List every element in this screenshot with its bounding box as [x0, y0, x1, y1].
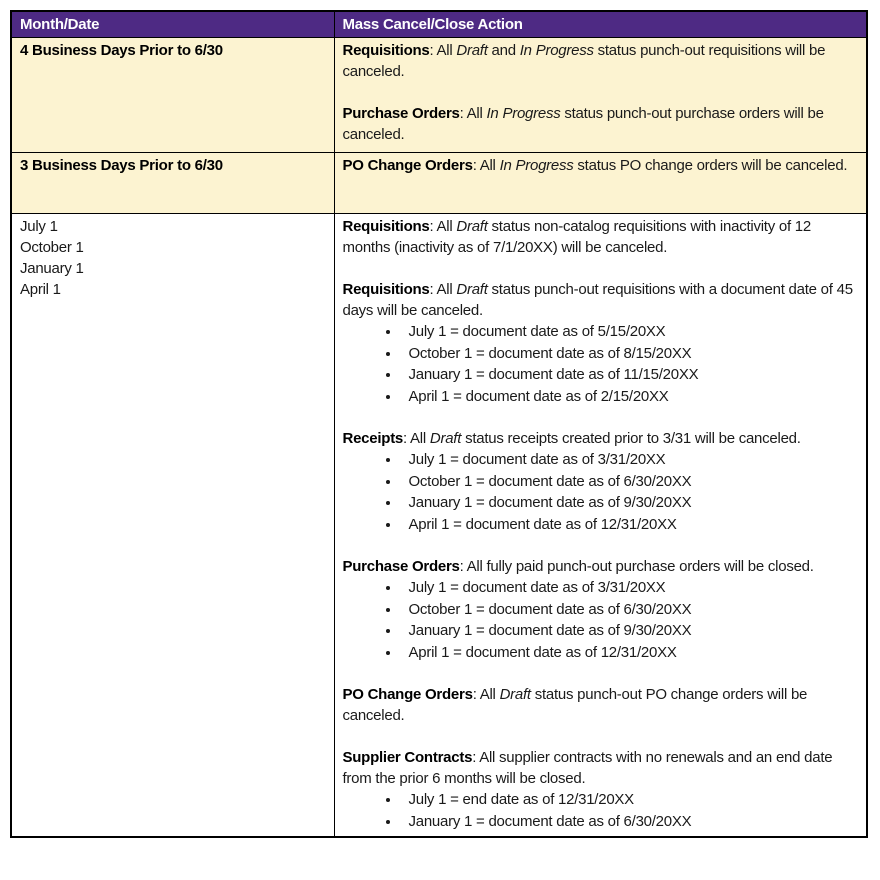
action-paragraph: [343, 216, 859, 258]
status-term: Draft: [456, 281, 488, 298]
action-paragraph: [343, 279, 859, 321]
action-text: status PO change orders will be canceled.: [573, 157, 848, 174]
action-paragraph: [343, 428, 859, 449]
bullet-item: • July 1 = document date as of 3/31/20XX: [401, 449, 859, 471]
action-text: : All supplier contracts with no renewals and an end date from the prior 6 months will be closed.: [342, 749, 833, 787]
table-row: [11, 153, 867, 214]
action-text: status punch-out purchase orders will be canceled.: [342, 105, 824, 143]
status-term: Draft: [456, 42, 488, 59]
month-date-line: July 1: [20, 218, 58, 235]
month-date-line: 4 Business Days Prior to 6/30: [20, 42, 223, 59]
action-paragraph: [343, 103, 859, 145]
bullet-item: • October 1 = document date as of 8/15/20XX: [401, 343, 859, 365]
action-block: [343, 40, 859, 82]
action-label: Supplier Contracts: [342, 749, 473, 766]
month-date-line: January 1: [20, 260, 84, 277]
header-row: [11, 11, 867, 38]
action-paragraph: [343, 40, 859, 82]
action-text: : All: [429, 42, 457, 59]
action-text: status non-catalog requisitions with inactivity of 12 months (inactivity as of 7/1/20XX) will be canceled.: [342, 218, 811, 256]
action-block: [343, 103, 859, 145]
status-term: In Progress: [486, 105, 561, 122]
action-text: : All: [429, 218, 457, 235]
action-text: : All: [459, 105, 487, 122]
action-text: status punch-out requisitions will be canceled.: [342, 42, 826, 80]
status-term: In Progress: [519, 42, 594, 59]
month-date-cell: [11, 214, 334, 838]
bullet-item: • April 1 = document date as of 2/15/20XX: [401, 386, 859, 408]
status-term: In Progress: [499, 157, 574, 174]
action-label: Requisitions: [342, 281, 430, 298]
month-date-cell: [11, 153, 334, 214]
action-cell: [334, 153, 867, 214]
bullet-item: • October 1 = document date as of 6/30/20XX: [401, 471, 859, 493]
action-text: : All: [429, 281, 457, 298]
action-label: Receipts: [342, 430, 404, 447]
bullet-list: [343, 577, 859, 663]
action-cell: [334, 214, 867, 838]
action-text: status punch-out PO change orders will be canceled.: [342, 686, 808, 724]
table-row: [11, 38, 867, 153]
action-label: Purchase Orders: [342, 558, 460, 575]
action-text: : All: [403, 430, 430, 447]
bullet-item: • January 1 = document date as of 9/30/20XX: [401, 492, 859, 514]
action-block: [343, 684, 859, 726]
table-header: [11, 11, 867, 38]
action-block: [343, 155, 859, 176]
action-label: Requisitions: [342, 218, 430, 235]
action-block: [343, 428, 859, 535]
bullet-item: • July 1 = end date as of 12/31/20XX: [401, 789, 859, 811]
action-paragraph: [343, 747, 859, 789]
bullet-list: [343, 449, 859, 535]
mass-cancel-close-table: [10, 10, 868, 838]
bullet-item: • January 1 = document date as of 6/30/20XX: [401, 811, 859, 833]
action-text: status punch-out requisitions with a document date of 45 days will be canceled.: [342, 281, 853, 319]
action-block: [343, 556, 859, 663]
mass-cancel-table-container: [10, 10, 868, 838]
action-paragraph: [343, 155, 859, 176]
action-text: : All: [472, 157, 500, 174]
action-text: status receipts created prior to 3/31 will be canceled.: [461, 430, 801, 447]
header-month-date: Month/Date: [11, 11, 334, 38]
action-text: : All fully paid punch-out purchase orders will be closed.: [459, 558, 814, 575]
table-row: [11, 214, 867, 838]
header-mass-cancel-close-action: Mass Cancel/Close Action: [334, 11, 867, 38]
bullet-item: • January 1 = document date as of 9/30/20XX: [401, 620, 859, 642]
status-term: Draft: [456, 218, 488, 235]
action-block: [343, 216, 859, 258]
table-body: [11, 38, 867, 838]
bullet-list: [343, 789, 859, 832]
bullet-item: • October 1 = document date as of 6/30/20XX: [401, 599, 859, 621]
bullet-item: • July 1 = document date as of 3/31/20XX: [401, 577, 859, 599]
bullet-item: • January 1 = document date as of 11/15/20XX: [401, 364, 859, 386]
bullet-list: [343, 321, 859, 407]
status-term: Draft: [429, 430, 462, 447]
month-date-cell: [11, 38, 334, 153]
month-date-line: October 1: [20, 239, 84, 256]
action-paragraph: [343, 684, 859, 726]
status-term: Draft: [499, 686, 531, 703]
action-text: and: [487, 42, 520, 59]
action-block: [343, 279, 859, 407]
bullet-item: • July 1 = document date as of 5/15/20XX: [401, 321, 859, 343]
month-date-line: 3 Business Days Prior to 6/30: [20, 157, 223, 174]
action-label: PO Change Orders: [342, 157, 473, 174]
action-cell: [334, 38, 867, 153]
action-paragraph: [343, 556, 859, 577]
action-text: : All: [472, 686, 500, 703]
action-label: Requisitions: [342, 42, 430, 59]
bullet-item: • April 1 = document date as of 12/31/20XX: [401, 642, 859, 664]
action-label: Purchase Orders: [342, 105, 460, 122]
action-label: PO Change Orders: [342, 686, 473, 703]
month-date-line: April 1: [20, 281, 61, 298]
action-block: [343, 747, 859, 832]
bullet-item: • April 1 = document date as of 12/31/20XX: [401, 514, 859, 536]
